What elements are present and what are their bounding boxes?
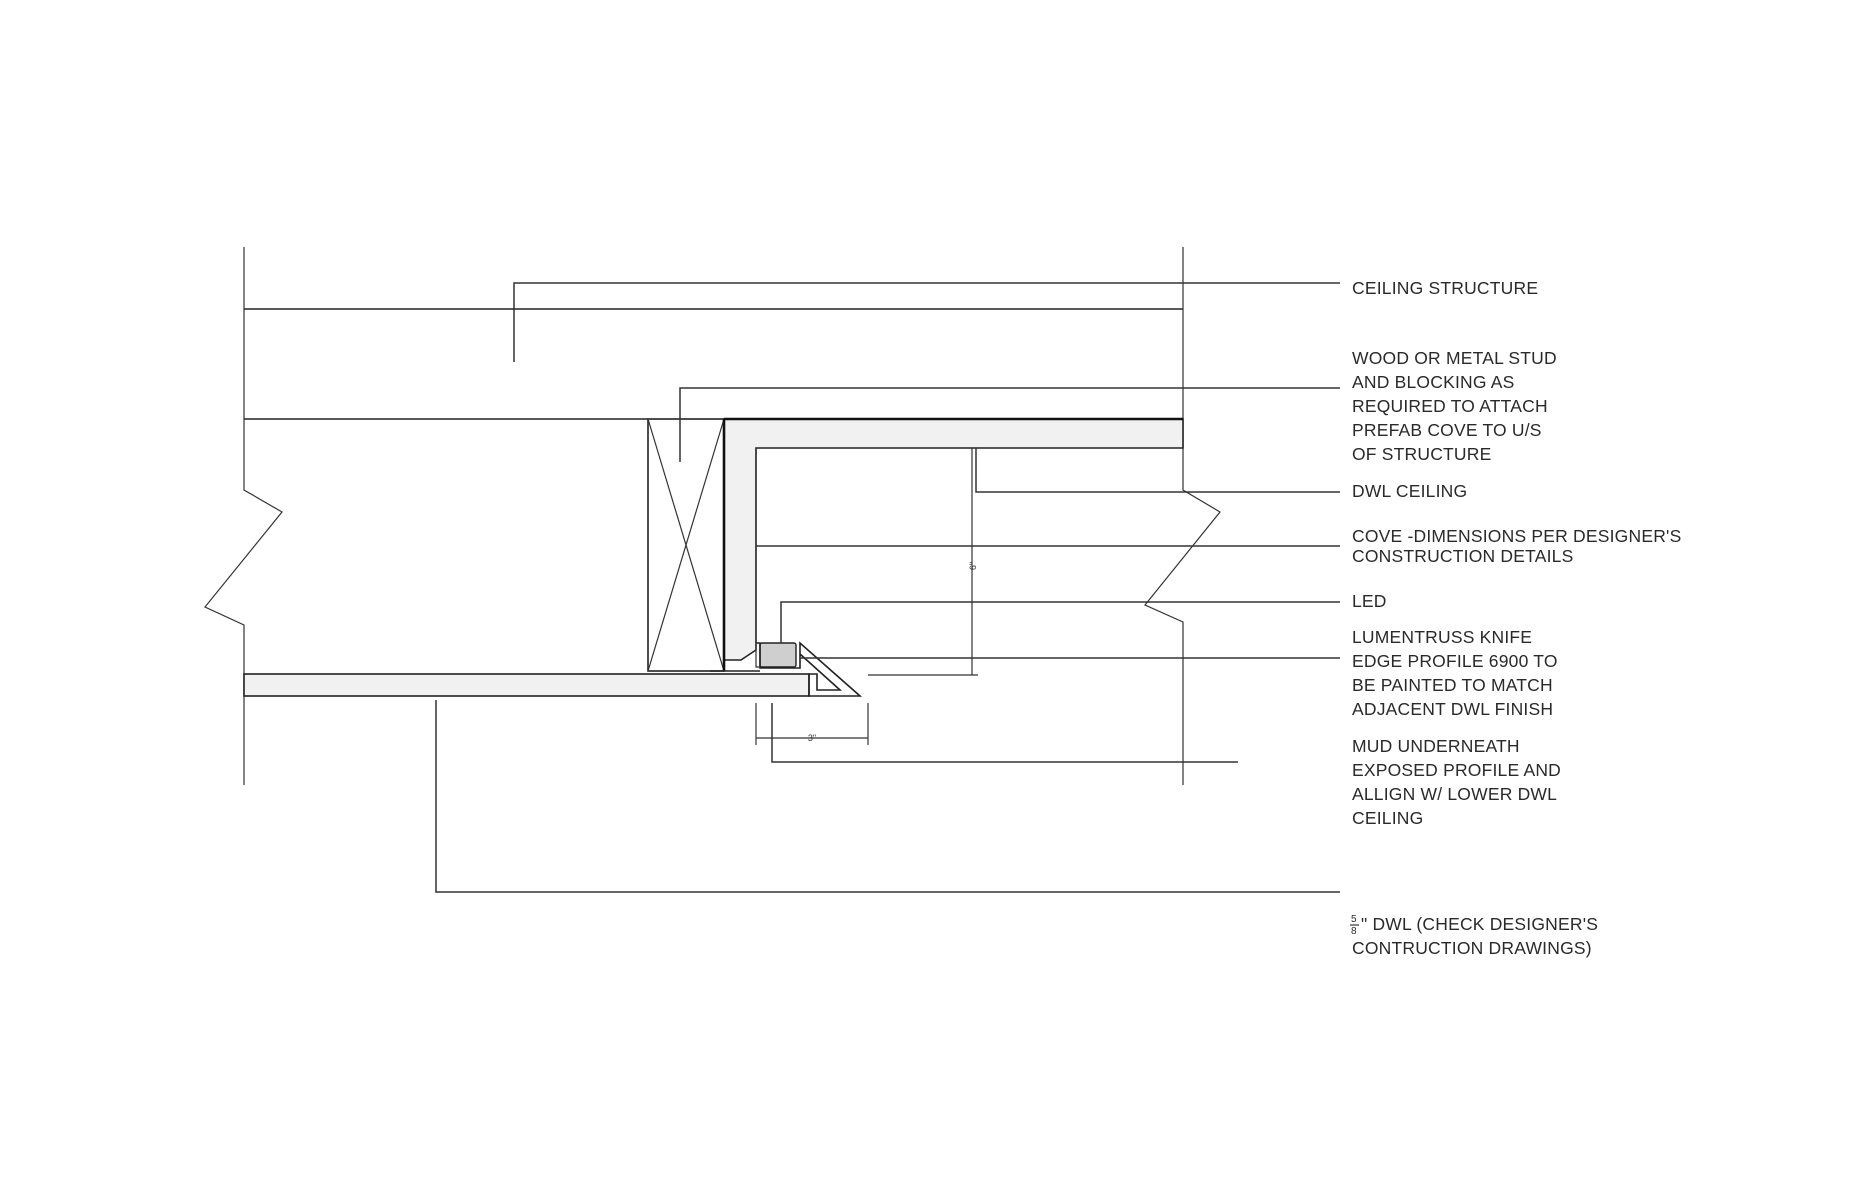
note-dwl-thickness (1350, 914, 1603, 958)
note-stud-blocking (1352, 348, 1562, 464)
dwl-thickness-text (1352, 914, 1603, 958)
lower-dwl-ceiling (244, 671, 809, 696)
notes (1350, 278, 1687, 958)
dimension-horizontal-label: 3" (807, 733, 817, 743)
note-line: DWL CEILING (1352, 481, 1468, 501)
note-line: CONSTRUCTION DETAILS (1352, 546, 1574, 566)
ceiling-structure-band (244, 309, 1183, 419)
note-line: CEILING STRUCTURE (1352, 278, 1539, 298)
note-line: LED (1352, 591, 1387, 611)
note-line: MUD UNDERNEATH (1352, 736, 1520, 756)
note-line: ALLIGN W/ LOWER DWL (1352, 784, 1557, 804)
leader-lines (436, 283, 1340, 892)
dimension-vertical-label: 6" (968, 561, 978, 571)
note-line: BE PAINTED TO MATCH (1352, 675, 1553, 695)
note-line: " DWL (CHECK DESIGNER'S (1361, 914, 1599, 934)
note-line: ADJACENT DWL FINISH (1352, 699, 1554, 719)
note-line: CEILING (1352, 808, 1424, 828)
led-strip (760, 643, 796, 667)
cove-drywall (724, 419, 1183, 671)
leader-dwl-ceiling (976, 448, 1340, 492)
note-line: OF STRUCTURE (1352, 444, 1492, 464)
note-line: LUMENTRUSS KNIFE (1352, 627, 1533, 647)
leader-mud (772, 703, 1238, 762)
left-break-line (205, 247, 282, 785)
leader-led (781, 602, 1340, 643)
leader-dwl-thickness (436, 700, 1340, 892)
note-line: WOOD OR METAL STUD (1352, 348, 1557, 368)
dimension-vertical (868, 448, 978, 675)
note-dwl-ceiling (1352, 481, 1467, 501)
note-line: EDGE PROFILE 6900 TO (1352, 651, 1558, 671)
note-cove (1352, 526, 1687, 566)
note-line: PREFAB COVE TO U/S (1352, 420, 1542, 440)
dimension-horizontal (756, 703, 868, 745)
fraction-numerator: 5 (1351, 914, 1357, 925)
right-break-line (1145, 247, 1220, 785)
note-line: CONTRUCTION DRAWINGS) (1352, 938, 1592, 958)
leader-ceiling-structure (514, 283, 1340, 362)
note-line: AND BLOCKING AS (1352, 372, 1515, 392)
fraction-denominator: 8 (1351, 926, 1357, 937)
note-led (1352, 591, 1387, 611)
note-mud (1352, 736, 1566, 828)
note-profile (1352, 627, 1563, 719)
note-ceiling-structure (1352, 278, 1538, 298)
note-line: COVE -DIMENSIONS PER DESIGNER'S (1352, 526, 1682, 546)
note-line: REQUIRED TO ATTACH (1352, 396, 1548, 416)
stud-blocking (648, 419, 724, 671)
note-line: EXPOSED PROFILE AND (1352, 760, 1561, 780)
